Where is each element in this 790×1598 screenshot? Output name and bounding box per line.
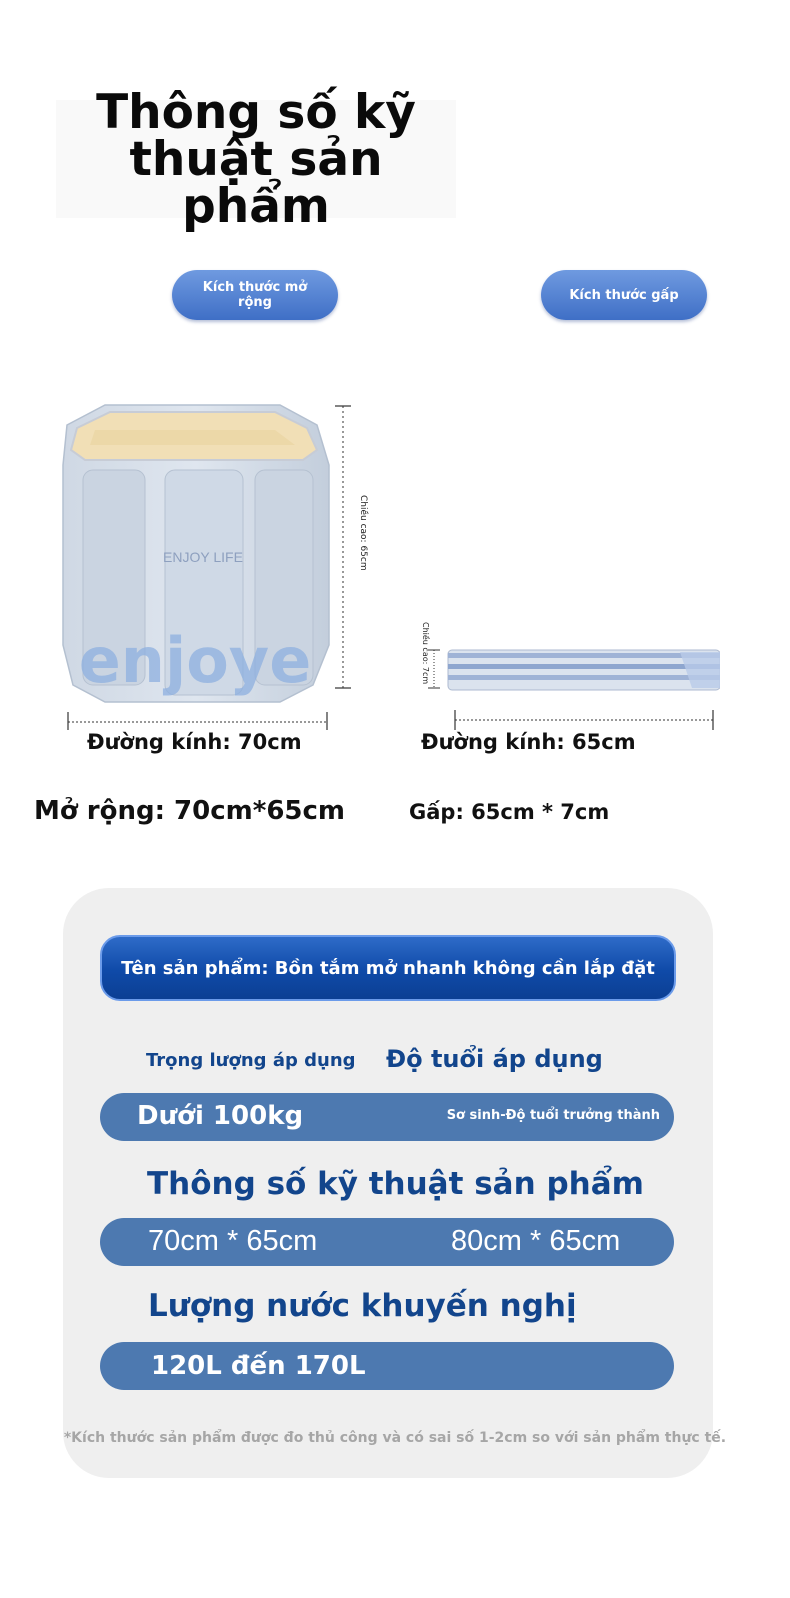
water-value: 120L đến 170L <box>151 1351 366 1381</box>
spec-heading: Thông số kỹ thuật sản phẩm <box>147 1166 644 1202</box>
product-name-banner <box>100 935 676 1001</box>
page-title-line1: Thông số kỹ <box>96 84 416 140</box>
expanded-diameter-label: Đường kính: 70cm <box>87 730 302 754</box>
water-heading: Lượng nước khuyến nghị <box>148 1288 577 1324</box>
product-name-text: Tên sản phẩm: Bồn tắm mở nhanh không cần lắp đặt <box>121 957 655 979</box>
weight-age-bar <box>100 1093 674 1141</box>
expanded-height-label: Chiều cao: 65cm <box>358 495 368 571</box>
folded-height-label: Chiều cao: 7cm <box>421 622 430 685</box>
weight-label: Trọng lượng áp dụng <box>146 1050 356 1071</box>
size-a-value: 70cm * 65cm <box>148 1225 318 1257</box>
water-bar <box>100 1342 674 1390</box>
expanded-size-label: Mở rộng: 70cm*65cm <box>34 796 346 826</box>
folded-tub-illustration <box>420 640 720 735</box>
size-bar <box>100 1218 674 1266</box>
tab-folded-size-label: Kích thước gấp <box>569 287 679 303</box>
weight-value: Dưới 100kg <box>137 1101 304 1131</box>
page-title-line2: thuật sản phẩm <box>129 131 383 234</box>
tab-folded-size[interactable] <box>541 270 707 320</box>
tab-expanded-size[interactable] <box>172 270 338 320</box>
folded-diameter-label: Đường kính: 65cm <box>421 730 636 754</box>
age-label: Độ tuổi áp dụng <box>386 1045 603 1073</box>
tab-expanded-size-label: Kích thước mở rộng <box>202 280 308 310</box>
expanded-tub-illustration <box>55 390 365 730</box>
tub-logo-text: enjoye <box>78 624 312 697</box>
folded-size-label: Gấp: 65cm * 7cm <box>409 800 610 824</box>
page-title <box>56 84 456 234</box>
age-value: Sơ sinh-Độ tuổi trưởng thành <box>446 1108 660 1123</box>
footnote: *Kích thước sản phẩm được đo thủ công và có sai số 1-2cm so với sản phẩm thực tế. <box>63 1430 727 1446</box>
size-b-value: 80cm * 65cm <box>451 1225 621 1257</box>
tub-brand-text: ENJOY LIFE <box>163 549 243 565</box>
